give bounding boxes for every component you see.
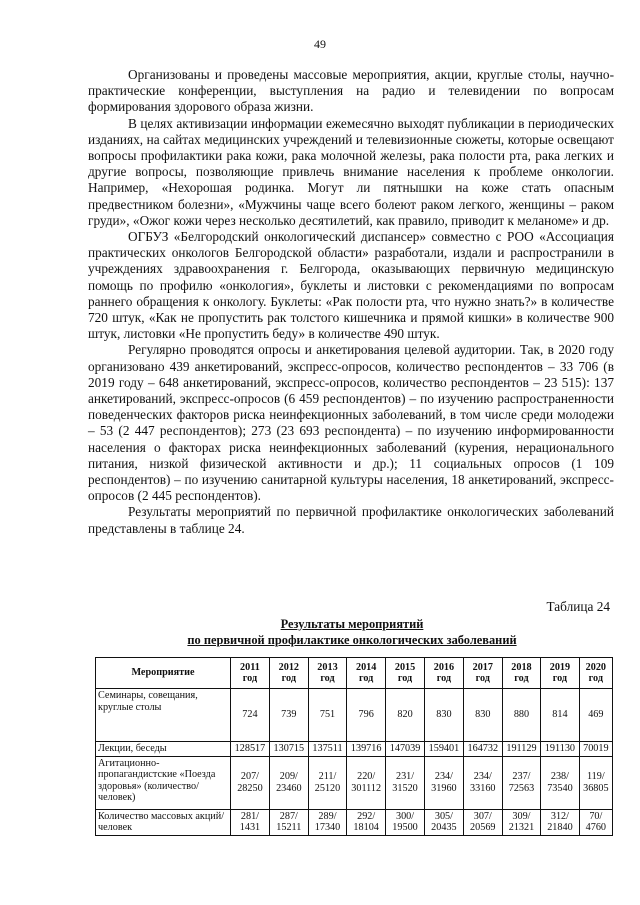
header-year: 2015 год (386, 658, 425, 689)
table-cell: 209/ 23460 (269, 756, 308, 809)
table-cell: 312/ 21840 (541, 809, 579, 835)
table-cell: 292/ 18104 (347, 809, 386, 835)
table-cell: 309/ 21321 (502, 809, 540, 835)
table-cell: 234/ 31960 (424, 756, 463, 809)
header-year: 2013 год (308, 658, 346, 689)
header-year: 2020 год (579, 658, 612, 689)
table-cell: 830 (424, 689, 463, 742)
results-table (95, 657, 613, 836)
table-cell: 70/ 4760 (579, 809, 612, 835)
header-year: 2019 год (541, 658, 579, 689)
table-title (96, 616, 608, 648)
table-cell: 147039 (386, 742, 425, 757)
header-year: 2011 год (231, 658, 270, 689)
table-row (96, 809, 613, 835)
table-cell: 211/ 25120 (308, 756, 346, 809)
row-label: Количество массовых акций/человек (96, 809, 231, 835)
table-title-line: по первичной профилактике онкологических заболеваний (187, 633, 517, 647)
table-cell: 305/ 20435 (424, 809, 463, 835)
header-year: 2017 год (463, 658, 502, 689)
header-year: 2012 год (269, 658, 308, 689)
table-cell: 751 (308, 689, 346, 742)
paragraph: Организованы и проведены массовые мероприятия, акции, круглые столы, научно-практические конференции, выступления на радио и телевидении по вопросам формирования здорового образа жизни. (88, 67, 614, 115)
table-row (96, 742, 613, 757)
table-cell: 119/ 36805 (579, 756, 612, 809)
paragraph: Регулярно проводятся опросы и анкетирования целевой аудитории. Так, в 2020 году организовано 439 анкетирований, экспресс-опросов, количество респондентов – 33 706 (в 2019 году – 648 анкетирований, экспресс-опросов, количество респондентов – 23 515): 137 анкетирований, экспресс-опросов (6 459 респондентов) – по изучению распространенности поведенческих факторов риска неинфекционных заболеваний, в том числе среди молодежи – 53 (2 447 респондентов); 273 (23 693 респондента) – по изучению информированности населения о факторах риска неинфекционных заболеваний (курения, нерационального питания, низкой физической активности и др.); 11 социальных опросов (1 109 респондентов) – по изучению санитарной культуры населения, 18 анкетирований, экспресс-опросов (2 445 респондентов). (88, 342, 614, 504)
table-cell: 130715 (269, 742, 308, 757)
header-year: 2016 год (424, 658, 463, 689)
table-cell: 238/ 73540 (541, 756, 579, 809)
table-cell: 880 (502, 689, 540, 742)
table-header-row (96, 658, 613, 689)
paragraph: ОГБУЗ «Белгородский онкологический диспансер» совместно с РОО «Ассоциация практических онкологов Белгородской области» разработали, издали и распространили в учреждениях здравоохранения г. Белгорода, оказывающих первичную медицинскую помощь по профилю «онкология», буклеты и листовки с рекомендациями по вопросам раннего обращения к онкологу. Буклеты: «Рак полости рта, что нужно знать?» в количестве 720 штук, «Как не пропустить рак толстого кишечника и прямой кишки» в количестве 900 штук, листовки «Не пропустить беду» в количестве 490 штук. (88, 229, 614, 342)
paragraph: Результаты мероприятий по первичной профилактике онкологических заболеваний представлены в таблице 24. (88, 504, 614, 536)
table-cell: 237/ 72563 (502, 756, 540, 809)
table-cell: 164732 (463, 742, 502, 757)
page-number: 49 (314, 37, 326, 51)
table-row (96, 689, 613, 742)
table-cell: 724 (231, 689, 270, 742)
body-text (88, 67, 614, 537)
table-cell: 220/ 301112 (347, 756, 386, 809)
table-cell: 820 (386, 689, 425, 742)
table-cell: 70019 (579, 742, 612, 757)
table-cell: 796 (347, 689, 386, 742)
table-cell: 137511 (308, 742, 346, 757)
table-title-line: Результаты мероприятий (280, 617, 424, 631)
header-event: Мероприятие (96, 658, 231, 689)
table-cell: 191130 (541, 742, 579, 757)
table-cell: 191129 (502, 742, 540, 757)
table-cell: 739 (269, 689, 308, 742)
row-label: Агитационно-пропагандистские «Поезда здоровья» (количество/человек) (96, 756, 231, 809)
table-cell: 307/ 20569 (463, 809, 502, 835)
table-cell: 281/ 1431 (231, 809, 270, 835)
row-label: Семинары, совещания, круглые столы (96, 689, 231, 742)
header-year: 2014 год (347, 658, 386, 689)
table-cell: 287/ 15211 (269, 809, 308, 835)
table-cell: 830 (463, 689, 502, 742)
table-cell: 159401 (424, 742, 463, 757)
row-label: Лекции, беседы (96, 742, 231, 757)
table-cell: 814 (541, 689, 579, 742)
table-cell: 234/ 33160 (463, 756, 502, 809)
table-cell: 289/ 17340 (308, 809, 346, 835)
header-year: 2018 год (502, 658, 540, 689)
table-cell: 300/ 19500 (386, 809, 425, 835)
table-row (96, 756, 613, 809)
table-cell: 207/ 28250 (231, 756, 270, 809)
table-cell: 128517 (231, 742, 270, 757)
table-label: Таблица 24 (546, 599, 610, 614)
table-cell: 139716 (347, 742, 386, 757)
table-cell: 231/ 31520 (386, 756, 425, 809)
paragraph: В целях активизации информации ежемесячно выходят публикации в периодических изданиях, на сайтах медицинских учреждений и телевизионные сюжеты, которые освещают вопросы профилактики рака кожи, рака молочной железы, рака полости рта, рака легких и другие вопросы, позволяющие привлечь внимание населения к проблеме онкологии. Например, «Нехорошая родинка. Могут ли пятнышки на коже стать опасным предвестником болезни», «Мужчины чаще всего болеют раком легкого, женщины – раком груди», «Ожог кожи через несколько десятилетий, как правило, приводит к меланоме» и др. (88, 115, 614, 228)
table-cell: 469 (579, 689, 612, 742)
